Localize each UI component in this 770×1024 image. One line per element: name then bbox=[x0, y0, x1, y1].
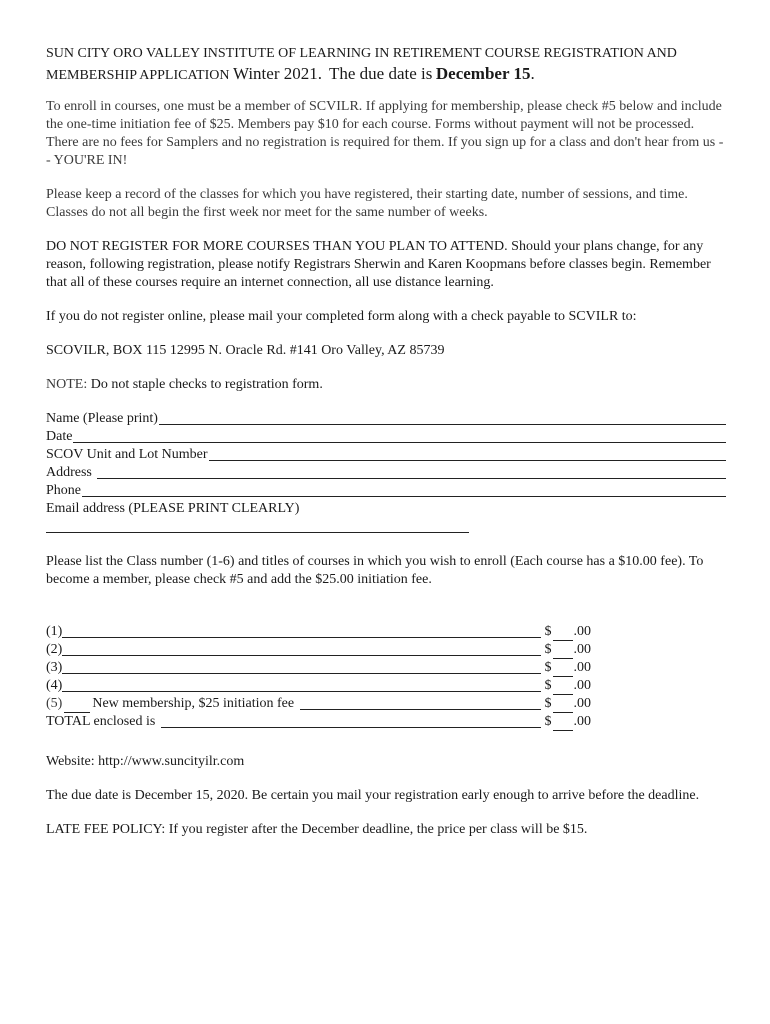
course-row-4[interactable] bbox=[46, 677, 591, 695]
note-label: NOTE: bbox=[46, 377, 88, 392]
fee-blank-1[interactable] bbox=[553, 626, 573, 641]
course-fee-1 bbox=[545, 623, 592, 641]
total-fee bbox=[545, 713, 592, 731]
name-field[interactable] bbox=[46, 410, 726, 428]
dollar-sign: $ bbox=[544, 660, 552, 675]
course-list bbox=[46, 623, 591, 731]
fee-blank-total[interactable] bbox=[553, 716, 573, 731]
dollar-sign: $ bbox=[544, 642, 552, 657]
total-label: TOTAL enclosed is bbox=[46, 714, 156, 729]
course-number-3: (3) bbox=[46, 660, 63, 675]
fee-blank-3[interactable] bbox=[553, 662, 573, 677]
dollar-sign: $ bbox=[544, 678, 552, 693]
phone-label: Phone bbox=[46, 483, 81, 498]
personal-info-fields bbox=[46, 410, 726, 533]
website-line: Website: http://www.suncityilr.com bbox=[46, 754, 245, 769]
membership-check-blank[interactable] bbox=[64, 698, 90, 713]
record-paragraph: Please keep a record of the classes for which you have registered, their starting date, number of sessions, and time. Classes do not all begin the first week nor meet for the same number of weeks. bbox=[46, 187, 688, 220]
membership-line[interactable] bbox=[300, 709, 540, 710]
note-paragraph bbox=[46, 376, 726, 394]
do-not-register-paragraph: DO NOT REGISTER FOR MORE COURSES THAN YOU PLAN TO ATTEND. Should your plans change, for any reason, following registration, please notify Registrars Sherwin and Karen Koopmans before classes begin. Remember that all of these courses require an internet connection, all use distance learning. bbox=[46, 239, 711, 290]
course-number-1: (1) bbox=[46, 624, 63, 639]
title-due-date: December 15 bbox=[435, 64, 531, 83]
membership-label: New membership, $25 initiation fee bbox=[92, 696, 295, 711]
title-end: . bbox=[530, 64, 535, 83]
cents: .00 bbox=[573, 660, 591, 675]
phone-input-line[interactable] bbox=[82, 496, 726, 497]
course-title-line-2[interactable] bbox=[62, 655, 540, 656]
membership-fee bbox=[545, 695, 592, 713]
enroll-paragraph: To enroll in courses, one must be a member of SCVILR. If applying for membership, please check #5 below and include the one-time initiation fee of $25. Members pay $10 for each course. Forms without payment will not be processed. There are no fees for Samplers and no registration is required for them. If you sign up for a class and don't hear from us -- YOU'RE IN! bbox=[46, 99, 724, 168]
address-field[interactable] bbox=[46, 464, 726, 482]
address-input-line[interactable] bbox=[97, 478, 726, 479]
cents: .00 bbox=[573, 624, 591, 639]
course-number-2: (2) bbox=[46, 642, 63, 657]
total-line[interactable] bbox=[161, 727, 540, 728]
name-label: Name (Please print) bbox=[46, 411, 158, 426]
dollar-sign: $ bbox=[544, 624, 552, 639]
email-label: Email address (PLEASE PRINT CLEARLY) bbox=[46, 501, 300, 516]
name-input-line[interactable] bbox=[159, 424, 726, 425]
unit-lot-input-line[interactable] bbox=[209, 460, 726, 461]
date-label: Date bbox=[46, 429, 73, 444]
course-title-line-3[interactable] bbox=[62, 673, 540, 674]
date-input-line[interactable] bbox=[73, 442, 726, 443]
dollar-sign: $ bbox=[544, 714, 552, 729]
cents: .00 bbox=[573, 714, 591, 729]
footer-section bbox=[46, 753, 726, 839]
fee-blank-5[interactable] bbox=[553, 698, 573, 713]
title-season: Winter 2021. bbox=[232, 64, 322, 83]
fee-blank-4[interactable] bbox=[553, 680, 573, 695]
cents: .00 bbox=[573, 642, 591, 657]
total-row[interactable] bbox=[46, 713, 591, 731]
dollar-sign: $ bbox=[544, 696, 552, 711]
course-title-line-1[interactable] bbox=[62, 637, 540, 638]
phone-field[interactable] bbox=[46, 482, 726, 500]
course-fee-3 bbox=[545, 659, 592, 677]
due-date-paragraph: The due date is December 15, 2020. Be certain you mail your registration early enough to arrive before the deadline. bbox=[46, 788, 700, 803]
course-fee-2 bbox=[545, 641, 592, 659]
cents: .00 bbox=[573, 696, 591, 711]
mail-paragraph: If you do not register online, please mail your completed form along with a check payable to SCVILR to: bbox=[46, 309, 637, 324]
course-title-line-4[interactable] bbox=[62, 691, 540, 692]
membership-number: (5) bbox=[46, 696, 63, 711]
title-main: SUN CITY ORO VALLEY INSTITUTE OF LEARNING IN RETIREMENT COURSE REGISTRATION AND MEMBERSHIP APPLICATION bbox=[46, 46, 677, 83]
membership-row[interactable] bbox=[46, 695, 591, 713]
form-title bbox=[46, 44, 726, 86]
course-row-2[interactable] bbox=[46, 641, 591, 659]
unit-lot-field[interactable] bbox=[46, 446, 726, 464]
course-row-3[interactable] bbox=[46, 659, 591, 677]
course-row-1[interactable] bbox=[46, 623, 591, 641]
date-field[interactable] bbox=[46, 428, 726, 446]
course-number-4: (4) bbox=[46, 678, 63, 693]
address-label: Address bbox=[46, 465, 92, 480]
email-input-line[interactable] bbox=[46, 518, 469, 533]
cents: .00 bbox=[573, 678, 591, 693]
late-fee-paragraph: LATE FEE POLICY: If you register after the December deadline, the price per class will be $15. bbox=[46, 822, 588, 837]
mailing-address: SCOVILR, BOX 115 12995 N. Oracle Rd. #141 Oro Valley, AZ 85739 bbox=[46, 343, 445, 358]
unit-lot-label: SCOV Unit and Lot Number bbox=[46, 447, 208, 462]
course-fee-4 bbox=[545, 677, 592, 695]
fee-blank-2[interactable] bbox=[553, 644, 573, 659]
course-instructions: Please list the Class number (1-6) and titles of courses in which you wish to enroll (Each course has a $10.00 fee). To become a member, please check #5 and add the $25.00 initiation fee. bbox=[46, 554, 704, 587]
registration-form bbox=[46, 44, 726, 855]
email-field bbox=[46, 500, 726, 518]
note-text: Do not staple checks to registration form. bbox=[87, 377, 323, 392]
title-due-prefix: The due date is bbox=[329, 64, 433, 83]
